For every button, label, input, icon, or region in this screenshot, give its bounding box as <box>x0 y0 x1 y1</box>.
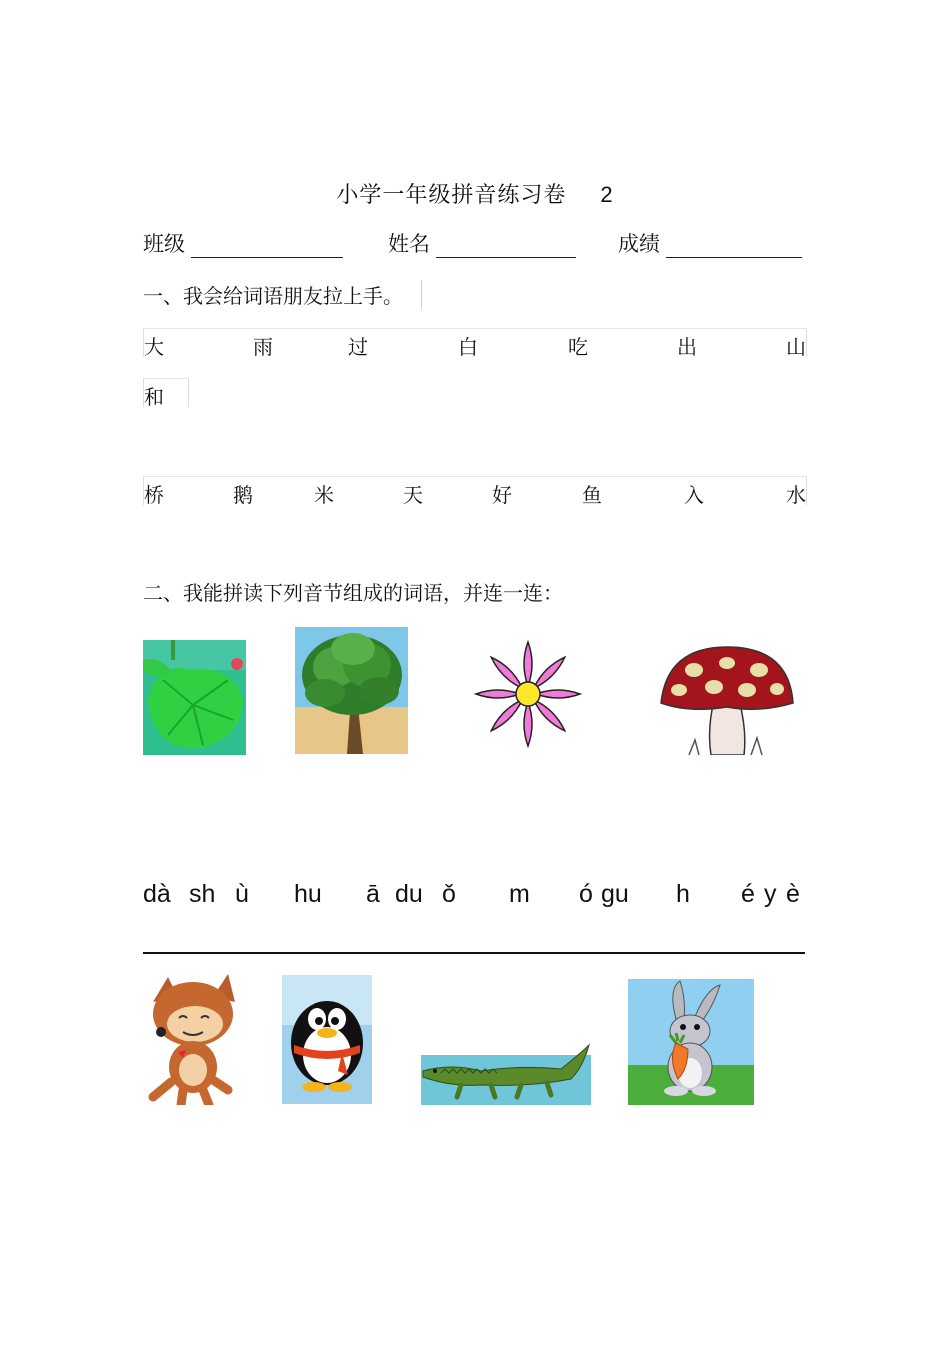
flower-picture[interactable] <box>471 639 585 754</box>
char-cell[interactable]: 米 <box>314 483 334 507</box>
name-field <box>388 228 576 258</box>
char-cell[interactable]: 桥 <box>144 483 164 507</box>
char-cell[interactable]: 吃 <box>568 335 588 359</box>
name-blank[interactable] <box>436 231 576 258</box>
char-cell[interactable]: 天 <box>403 483 423 507</box>
char-cell[interactable]: 出 <box>677 335 697 359</box>
title-number: 2 <box>600 182 614 207</box>
section1-heading: 一、我会给词语朋友拉上手。 <box>143 280 422 309</box>
char-row-3 <box>143 476 807 505</box>
penguin-picture[interactable] <box>282 975 372 1104</box>
pinyin-syllable: ǒ <box>442 880 456 908</box>
section2-heading: 二、我能拼读下列音节组成的词语，并连一连： <box>143 581 563 605</box>
tree-picture[interactable] <box>295 627 408 754</box>
pinyin-syllable: du <box>395 880 423 908</box>
char-cell[interactable]: 入 <box>684 483 704 507</box>
pinyin-syllable: hu <box>294 880 322 908</box>
pinyin-syllable: h <box>676 880 690 908</box>
char-cell[interactable]: 雨 <box>253 335 273 359</box>
pinyin-syllable: m <box>509 880 530 908</box>
char-cell[interactable]: 过 <box>348 335 368 359</box>
pinyin-syllable: é <box>741 880 755 908</box>
char-cell[interactable]: 山 <box>786 335 806 359</box>
pinyin-syllable: ā <box>366 880 380 908</box>
char-cell[interactable]: 大 <box>144 335 164 359</box>
class-blank[interactable] <box>191 231 343 258</box>
char-row-1 <box>143 328 807 357</box>
monkey-picture[interactable] <box>143 972 245 1105</box>
pinyin-syllable: ù <box>235 880 249 908</box>
rabbit-picture[interactable] <box>628 979 754 1105</box>
pinyin-syllable: sh <box>189 880 216 908</box>
char-cell[interactable]: 水 <box>786 483 806 507</box>
char-cell[interactable]: 鹅 <box>233 483 253 507</box>
score-field <box>618 228 802 258</box>
char-cell[interactable]: 和 <box>144 385 164 409</box>
pinyin-syllable: gu <box>601 880 629 908</box>
divider-line <box>143 952 805 954</box>
page-title <box>0 178 950 209</box>
char-cell[interactable]: 好 <box>492 483 512 507</box>
name-label: 姓名 <box>388 232 430 256</box>
char-row-2 <box>143 378 189 407</box>
title-text: 小学一年级拼音练习卷 <box>336 183 567 208</box>
pinyin-syllable: è <box>786 880 800 908</box>
crocodile-picture[interactable] <box>421 1043 591 1105</box>
char-cell[interactable]: 鱼 <box>582 483 602 507</box>
class-label: 班级 <box>143 232 185 256</box>
score-blank[interactable] <box>666 231 802 258</box>
mushroom-picture[interactable] <box>659 645 797 755</box>
lotus-leaf-picture[interactable] <box>143 640 246 755</box>
pinyin-syllable: y <box>764 880 777 908</box>
pinyin-syllable: dà <box>143 880 171 908</box>
pinyin-syllable: ó <box>579 880 593 908</box>
class-field <box>143 228 343 258</box>
score-label: 成绩 <box>618 232 660 256</box>
char-cell[interactable]: 白 <box>458 335 478 359</box>
